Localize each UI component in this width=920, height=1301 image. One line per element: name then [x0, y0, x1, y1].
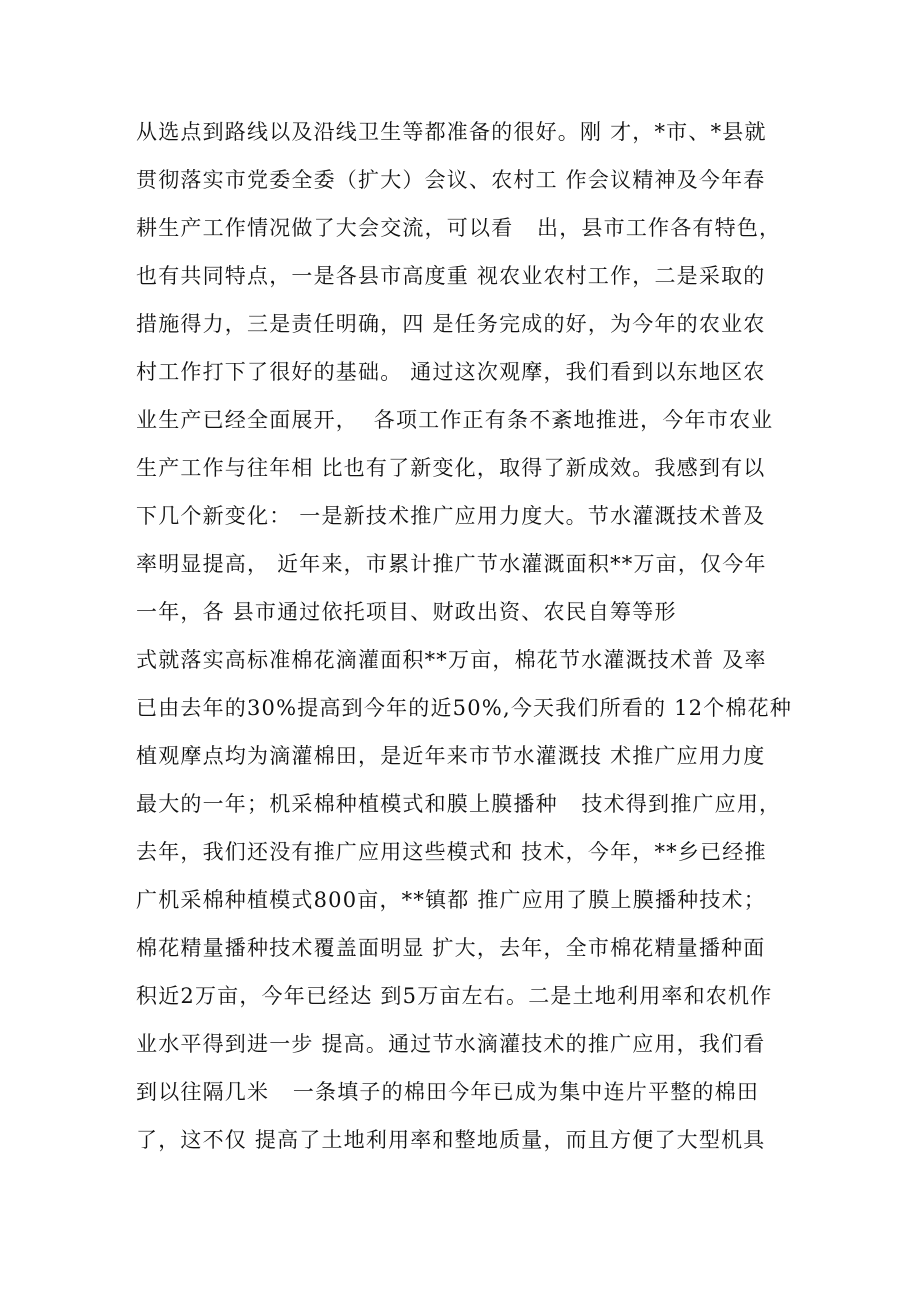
text-line: 最大的一年；机采棉种植模式和膜上膜播种 技术得到推广应用，	[136, 792, 782, 816]
text-line: 下几个新变化： 一是新技术推广应用力度大。节水灌溉技术普及	[136, 504, 766, 528]
text-line: 了，这不仅 提高了土地利用率和整地质量，而且方便了大型机具	[136, 1128, 766, 1152]
text-line: 也有共同特点，一是各县市高度重 视农业农村工作，二是采取的	[136, 264, 766, 288]
text-line: 一年，各 县市通过依托项目、财政出资、农民自筹等形	[136, 600, 677, 624]
text-line: 村工作打下了很好的基础。 通过这次观摩，我们看到以东地区农	[136, 360, 766, 384]
text-line: 棉花精量播种技术覆盖面明显 扩大，去年，全市棉花精量播种面	[136, 936, 766, 960]
text-line: 率明显提高， 近年来，市累计推广节水灌溉面积**万亩，仅今年	[136, 552, 767, 576]
text-line: 去年，我们还没有推广应用这些模式和 技术，今年，**乡已经推	[136, 840, 767, 864]
text-line: 植观摩点均为滴灌棉田，是近年来市节水灌溉技 术推广应用力度	[136, 744, 766, 768]
text-line: 业生产已经全面展开， 各项工作正有条不紊地推进，今年市农业	[136, 408, 774, 432]
text-line: 式就落实高标准棉花滴灌面积**万亩，棉花节水灌溉技术普 及率	[136, 648, 767, 672]
text-line: 已由去年的30%提高到今年的近50%,今天我们所看的 12个棉花种	[136, 696, 793, 720]
text-line: 广机采棉种植模式800亩，**镇都 推广应用了膜上膜播种技术；	[136, 888, 766, 912]
text-line: 业水平得到进一步 提高。通过节水滴灌技术的推广应用，我们看	[136, 1032, 766, 1056]
text-line: 生产工作与往年相 比也有了新变化，取得了新成效。我感到有以	[136, 456, 766, 480]
text-line: 到以往隔几米 一条填子的棉田今年已成为集中连片平整的棉田	[136, 1080, 760, 1104]
text-line: 贯彻落实市党委全委（扩大）会议、农村工 作会议精神及今年春	[136, 168, 766, 192]
text-line: 从选点到路线以及沿线卫生等都准备的很好。刚 才，*市、*县就	[136, 120, 767, 144]
text-line: 积近2万亩，今年已经达 到5万亩左右。二是土地利用率和农机作	[136, 984, 773, 1008]
text-line: 措施得力，三是责任明确，四 是任务完成的好，为今年的农业农	[136, 312, 766, 336]
text-line: 耕生产工作情况做了大会交流，可以看 出，县市工作各有特色，	[136, 216, 782, 240]
